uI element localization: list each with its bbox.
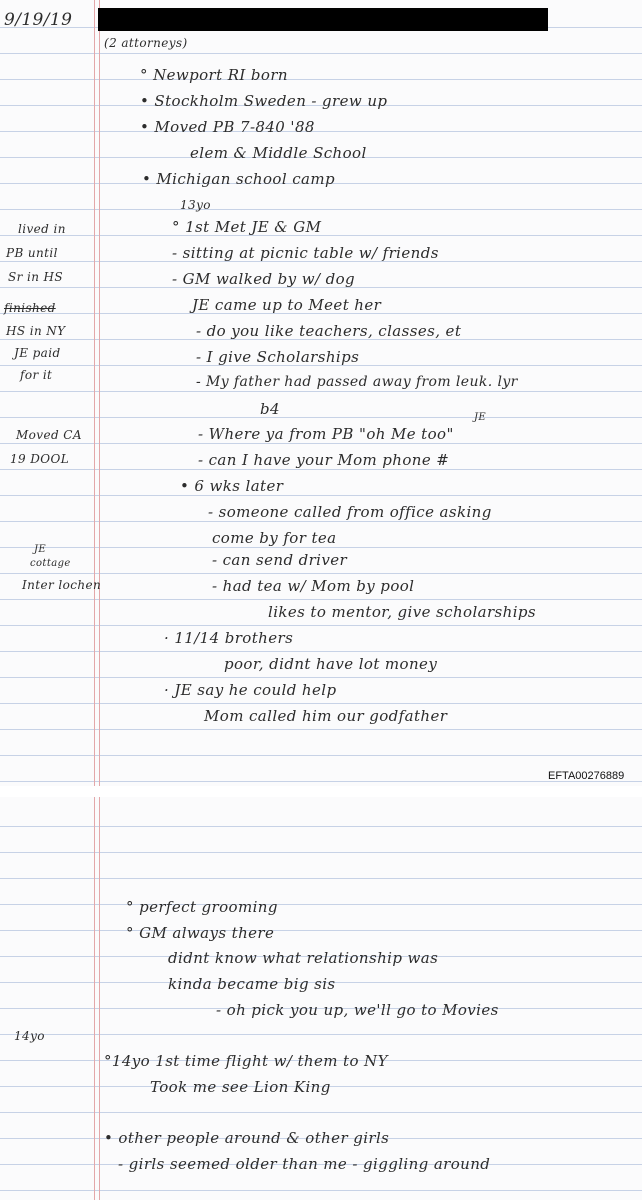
bates-number: EFTA00276889: [548, 770, 625, 782]
margin-note: Inter lochen: [22, 578, 102, 592]
note-annotation: JE: [474, 412, 487, 423]
note-line: • Moved PB 7-840 '88: [140, 118, 315, 136]
note-line: kinda became big sis: [168, 975, 336, 993]
note-line: ° 1st Met JE & GM: [172, 218, 322, 236]
margin-note: 19 DOOL: [10, 452, 70, 466]
margin-note: JE paid: [14, 346, 61, 360]
note-line: - My father had passed away from leuk. lyr: [196, 374, 518, 390]
note-line: Took me see Lion King: [150, 1078, 331, 1096]
margin-line-right: [99, 797, 100, 1200]
note-line: ° perfect grooming: [126, 898, 278, 916]
note-line: 13yo: [180, 198, 211, 212]
note-line: • Michigan school camp: [142, 170, 335, 188]
margin-note: Moved CA: [16, 428, 82, 442]
margin-note: JE: [34, 544, 47, 555]
note-line: didnt know what relationship was: [168, 949, 439, 967]
note-line: - oh pick you up, we'll go to Movies: [216, 1001, 499, 1019]
margin-note: finished: [4, 301, 56, 315]
note-line: elem & Middle School: [190, 144, 367, 162]
note-line: • 6 wks later: [180, 477, 284, 495]
note-line: ° Newport RI born: [140, 66, 288, 84]
note-line: JE came up to Meet her: [192, 296, 382, 314]
note-line: - girls seemed older than me - giggling around: [118, 1155, 491, 1173]
margin-note: for it: [20, 368, 53, 382]
note-line: · 11/14 brothers: [164, 629, 294, 647]
note-line: · JE say he could help: [164, 681, 337, 699]
date-note: 9/19/19: [4, 10, 73, 30]
margin-line-left: [94, 797, 95, 1200]
note-line: - someone called from office asking: [208, 503, 492, 521]
redaction-block: [98, 8, 548, 31]
note-line: ° GM always there: [126, 924, 275, 942]
note-line: poor, didnt have lot money: [224, 655, 438, 673]
margin-line-left: [94, 0, 95, 786]
margin-note: PB until: [6, 246, 58, 260]
notebook-page-2: [0, 797, 642, 1200]
note-line: - I give Scholarships: [196, 348, 360, 366]
note-line: - GM walked by w/ dog: [172, 270, 356, 288]
note-line: likes to mentor, give scholarships: [268, 603, 537, 621]
note-line: Mom called him our godfather: [204, 707, 448, 725]
note-line: b4: [260, 400, 280, 418]
note-line: • other people around & other girls: [104, 1129, 390, 1147]
margin-note: cottage: [30, 558, 71, 569]
margin-line-right: [99, 0, 100, 786]
note-line: - can send driver: [212, 551, 348, 569]
page-gap: [0, 786, 642, 797]
margin-note: Sr in HS: [8, 270, 64, 284]
margin-note: lived in: [18, 222, 66, 236]
note-line: - Where ya from PB "oh Me too": [198, 425, 454, 443]
margin-note: HS in NY: [6, 324, 66, 338]
note-line: - had tea w/ Mom by pool: [212, 577, 415, 595]
note-line: • Stockholm Sweden - grew up: [140, 92, 388, 110]
note-line: - sitting at picnic table w/ friends: [172, 244, 439, 262]
note-line: °14yo 1st time flight w/ them to NY: [104, 1052, 388, 1070]
attorneys-note: (2 attorneys): [104, 36, 188, 50]
note-line: come by for tea: [212, 529, 337, 547]
note-line: - can I have your Mom phone #: [198, 451, 450, 469]
note-line: - do you like teachers, classes, et: [196, 322, 462, 340]
margin-note: 14yo: [14, 1029, 45, 1043]
